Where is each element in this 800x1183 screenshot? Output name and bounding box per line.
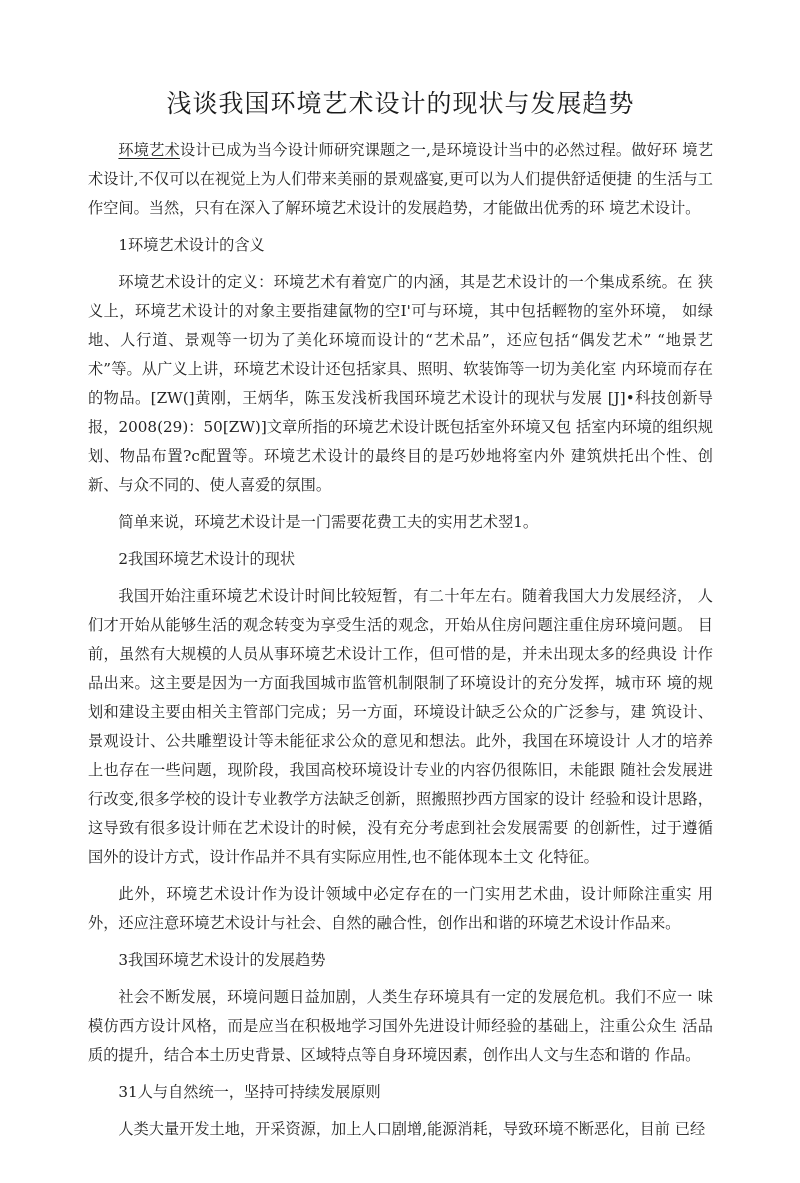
section-1-paragraph-1: 环境艺术设计的定义：环境艺术有着宽广的内涵，其是艺术设计的一个集成系统。在 狭义上，环境艺术设计的对象主要指建氤物的空I'可与环境，其中包括輕物的室外环境， 如绿地、人行道、景观等一切为了美化环境而设计的“艺术品”，还应包括“偶发艺术” “地景艺术”等。从广义上讲，环境艺术设计还包括家具、照明、软装饰等一切为美化室 内环境而存在的物品。[ZW(]黄刚，王炳华，陈玉发浅析我国环境艺术设计的现状与发展 [J]•科技创新导报，2008(29)：50[ZW)]文章所指的环境艺术设计既包括室外环境又包 括室内环境的组织规划、物品布置?c配置等。环境艺术设计的最终目的是巧妙地将室内外 建筑烘托出个性、创新、与众不同的、使人喜爱的氛围。 xyxy=(88,273,713,494)
section-2-heading: 2我国环境艺术设计的现状 xyxy=(118,550,296,568)
section-3-1-heading: 31人与自然统一，坚持可持续发展原则 xyxy=(118,1083,381,1101)
section-2-paragraph-2: 此外，环境艺术设计作为设计领域中必定存在的一门实用艺术曲，设计师除注重实 用外，还应注意环境艺术设计与社会、自然的融合性，创作出和谐的环境艺术设计作品来。 xyxy=(88,885,713,932)
section-3-heading: 3我国环境艺术设计的发展趋势 xyxy=(118,951,326,969)
section-3-paragraph-2: 人类大量开发土地，开采资源，加上人口剧增,能源消耗，导致环境不断恶化，目前 已经 xyxy=(118,1120,706,1138)
intro-paragraph xyxy=(88,136,713,223)
section-1-paragraph-2: 简单来说，环境艺术设计是一门需要花费工夫的实用艺术翌1。 xyxy=(118,513,539,531)
section-2-paragraph-1: 我国开始注重环境艺术设计时间比较短暂，有二十年左右。随着我国大力发展经济， 人们才开始从能够生活的观念转变为享受生活的观念，开始从住房问题注重住房环境问题。 目前，虽然有大规模的人员从事环境艺术设计工作，但可惜的是，并未出现太多的经典设 计作品出来。这主要是因为一方面我国城市监管机制限制了环境设计的充分发挥，城市环 境的规划和建设主要由相关主管部门完成；另一方面，环境设计缺乏公众的广泛参与，建 筑设计、景观设计、公共雕塑设计等未能征求公众的意见和想法。此外，我国在环境设计 人才的培养上也存在一些问题，现阶段，我国高校环境设计专业的内容仍很陈旧，未能跟 随社会发展进行改变,很多学校的设计专业教学方法缺乏创新，照搬照抄西方国家的设计 经验和设计思路，这导致有很多设计师在艺术设计的时候，没有充分考虑到社会发展需要 的创新性，过于遵循国外的设计方式，设计作品并不具有实际应用性,也不能体现本土文 化特征。 xyxy=(88,587,713,866)
environmental-art-link[interactable]: 环境艺术 xyxy=(118,141,180,159)
intro-text: 设计已成为当今设计师研究课题之一,是环境设计当中的必然过程。做好环 境艺术设计,不仅可以在视觉上为人们带来美丽的景观盛宴,更可以为人们提供舒适便捷 的生活与工作空间。当然，只有在深入了解环境艺术设计的发展趋势，才能做出优秀的环 境艺术设计。 xyxy=(88,141,714,217)
section-3-paragraph-1: 社会不断发展，环境问题日益加剧，人类生存环境具有一定的发展危机。我们不应一 味模仿西方设计风格，而是应当在积极地学习国外先进设计师经验的基础上，注重公众生 活品质的提升，结合本土历史背景、区域特点等自身环境因素，创作出人文与生态和谐的 作品。 xyxy=(88,988,713,1064)
document-page xyxy=(88,84,713,1152)
section-1-heading: 1环境艺术设计的含义 xyxy=(118,236,265,254)
page-title: 浅谈我国环境艺术设计的现状与发展趋势 xyxy=(166,89,635,118)
